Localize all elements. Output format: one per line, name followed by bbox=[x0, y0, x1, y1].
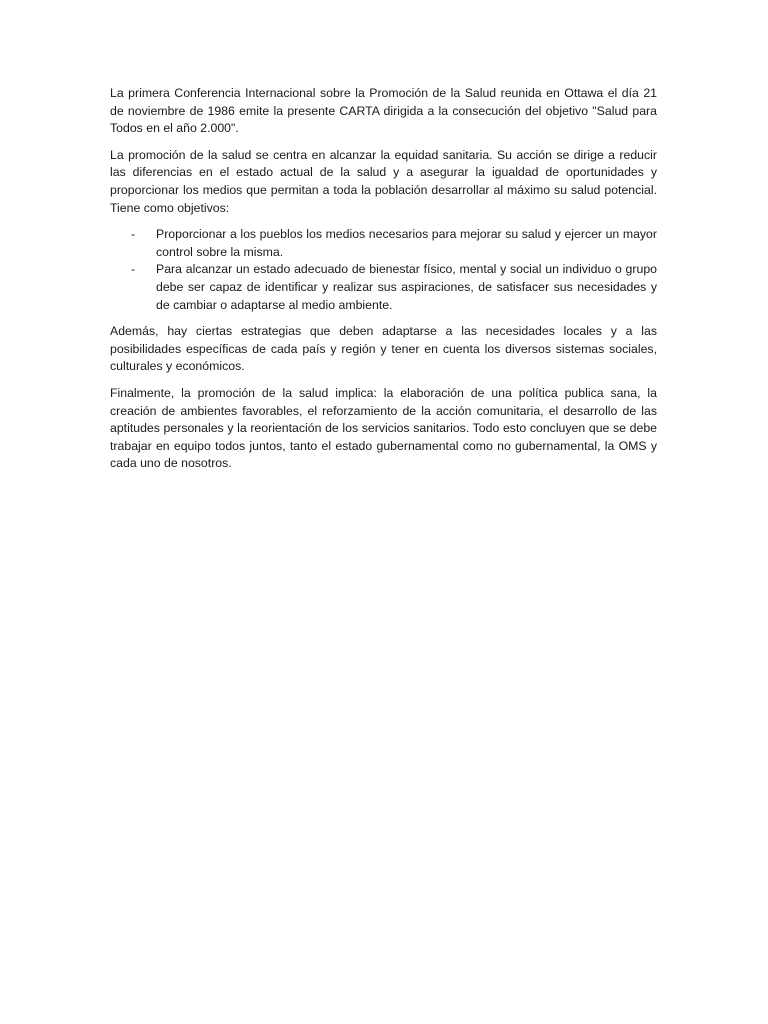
list-item bbox=[110, 261, 657, 314]
list-item bbox=[110, 226, 657, 261]
paragraph-intro: La primera Conferencia Internacional sobre la Promoción de la Salud reunida en Ottawa el día 21 de noviembre de 1986 emite la presente CARTA dirigida a la consecución del objetivo "Salud para Todos en el año 2.000". bbox=[110, 86, 657, 136]
list-bullet: - bbox=[131, 227, 136, 242]
objectives-list bbox=[110, 226, 657, 314]
list-item-text: Para alcanzar un estado adecuado de bienestar físico, mental y social un individuo o grupo debe ser capaz de identificar y realizar sus aspiraciones, de satisfacer sus necesidades y de cambiar o adaptarse al medio ambiente. bbox=[156, 262, 657, 312]
paragraph-health-promotion: La promoción de la salud se centra en alcanzar la equidad sanitaria. Su acción se dirige a reducir las diferencias en el estado actual de la salud y a asegurar la igualdad de oportunidades y proporcionar los medios que permitan a toda la población desarrollar al máximo su salud potencial. Tiene como objetivos: bbox=[110, 147, 657, 215]
paragraph-conclusion: Finalmente, la promoción de la salud implica: la elaboración de una política publica sana, la creación de ambientes favorables, el reforzamiento de la acción comunitaria, el desarrollo de las aptitudes personales y la reorientación de los servicios sanitarios. Todo esto concluyen que se debe trabajar en equipo todos juntos, tanto el estado gubernamental como no gubernamental, la OMS y cada uno de nosotros. bbox=[110, 385, 657, 471]
list-item-text: Proporcionar a los pueblos los medios necesarios para mejorar su salud y ejercer un mayor control sobre la misma. bbox=[156, 227, 657, 259]
list-bullet: - bbox=[131, 262, 136, 277]
document-body bbox=[110, 85, 657, 482]
paragraph-strategies: Además, hay ciertas estrategias que deben adaptarse a las necesidades locales y a las posibilidades específicas de cada país y región y tener en cuenta los diversos sistemas sociales, culturales y económicos. bbox=[110, 324, 657, 374]
